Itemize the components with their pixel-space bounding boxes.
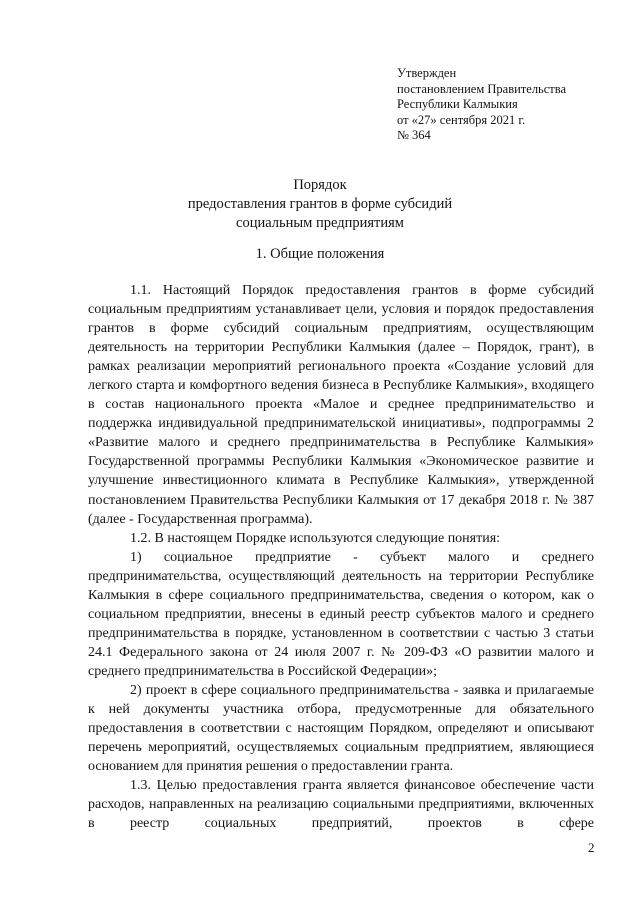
paragraph-1-2: 1.2. В настоящем Порядке используются следующие понятия: [130, 530, 501, 546]
title-line: социальным предприятиям [236, 215, 404, 231]
paragraph-1-1: 1.1. Настоящий Порядок предоставления грантов в форме субсидий социальным предприятиям устанавливает цели, условия и порядок предоставления грантов в форме субсидий социальным предприятиям, осуществляющим деятельность на территории Республики Калмыкия (далее – Порядок, грант), в рамках реализации мероприятий регионального проекта «Создание условий для легкого старта и комфортного ведения бизнеса в Республике Калмыкия», входящего в состав национального проекта «Малое и среднее предпринимательство и поддержка индивидуальной предпринимательской инициативы», подпрограммы 2 «Развитие малого и среднего предпринимательства в Республике Калмыкия» Государственной программы Республики Калмыкия «Экономическое развитие и улучшение инвестиционного климата в Республике Калмыкия», утвержденной постановлением Правительства Республики Калмыкия от 17 декабря 2018 г. № 387 (далее - Государственная программа). [88, 283, 594, 527]
approval-stamp [397, 66, 566, 144]
approval-line: постановлением Правительства [397, 81, 567, 96]
page-number: 2 [588, 840, 595, 855]
document-title [0, 176, 640, 233]
title-line: предоставления грантов в форме субсидий [187, 196, 453, 212]
approval-line: Утвержден [397, 66, 457, 80]
paragraph-definition-1: 1) социальное предприятие - субъект малого и среднего предпринимательства, осуществляющий деятельность на территории Республике Калмыкия в сфере социального предпринимательства, сведения о котором, как о социальном предприятии, внесены в единый реестр субъектов малого и среднего предпринимательства в порядке, установленном в соответствии с частью 3 статьи 24.1 Федерального закона от 24 июля 2007 г. № 209-ФЗ «О развитии малого и среднего предпринимательства в Российской Федерации»; [88, 549, 594, 679]
title-line: Порядок [293, 177, 347, 193]
approval-line: от «27» сентября 2021 г. [397, 112, 526, 127]
paragraph-definition-2: 2) проект в сфере социального предпринимательства - заявка и прилагаемые к ней документы участника отбора, предусмотренные для обязательного предоставления в соответствии с настоящим Порядком, определяют и описывают перечень мероприятий, осуществляемых социальным предприятием, являющиеся основанием для принятия решения о предоставлении гранта. [88, 682, 594, 775]
body-text [88, 281, 594, 833]
approval-line: Республики Калмыкия [397, 97, 518, 111]
section-heading: 1. Общие положения [255, 246, 385, 262]
paragraph-1-3: 1.3. Целью предоставления гранта является финансовое обеспечение части расходов, направленных на реализацию социальными предприятиями, включенных в реестр социальных предприятий, проектов в сфере [88, 778, 594, 832]
approval-line: № 364 [397, 128, 431, 142]
